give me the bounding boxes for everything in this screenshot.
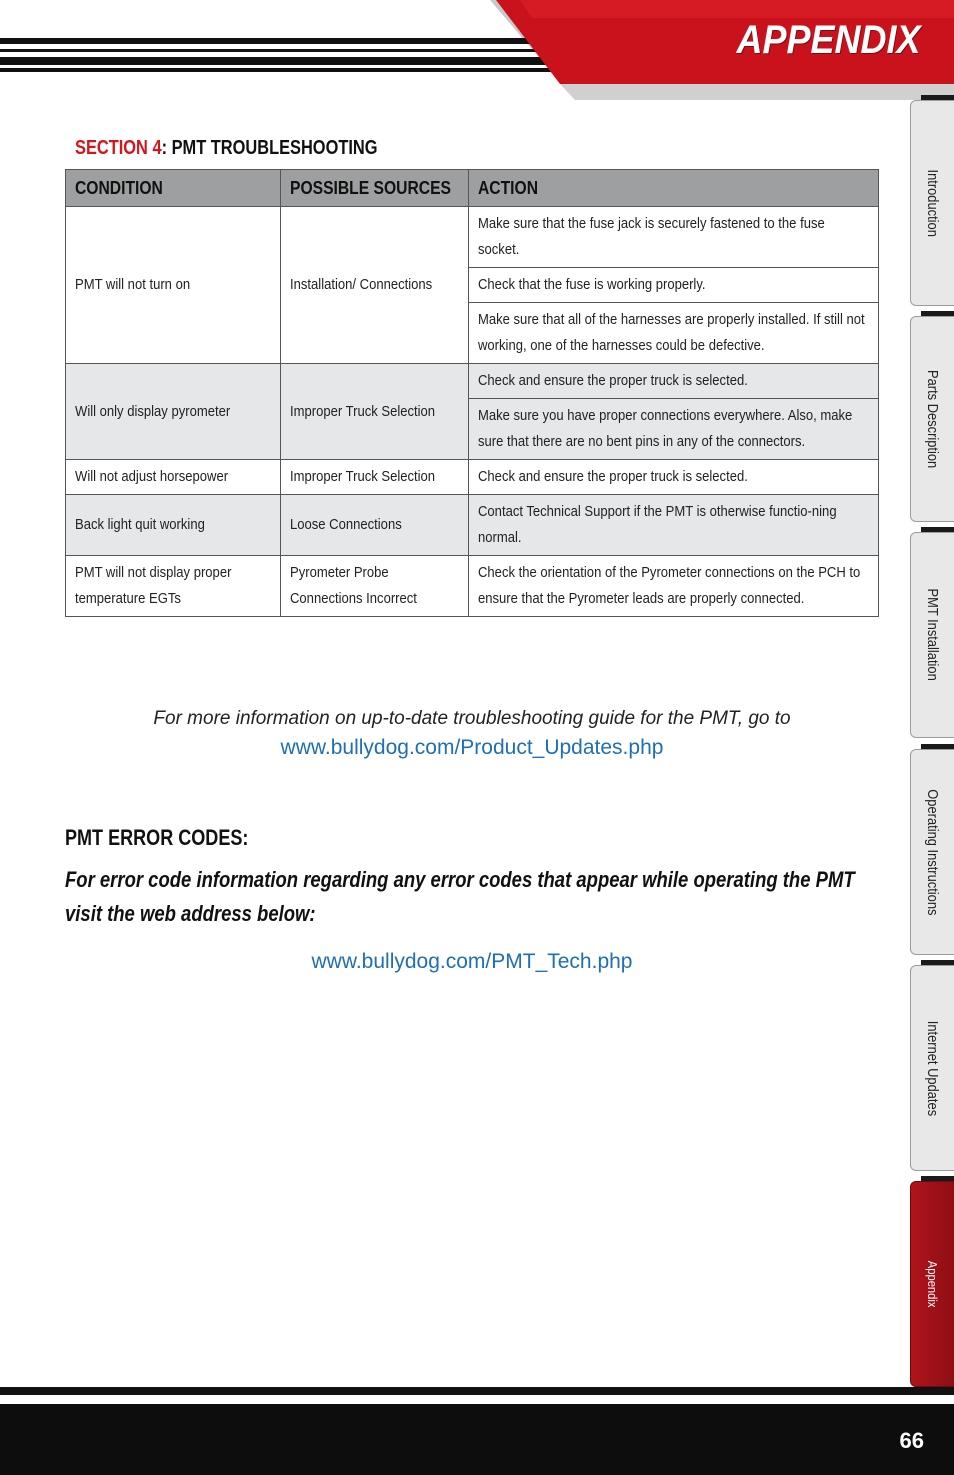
source-cell: Improper Truck Selection: [280, 460, 468, 495]
tab-label: PMT Installation: [924, 588, 941, 682]
source-cell: Pyrometer Probe Connections Incorrect: [280, 556, 468, 617]
source-cell: Loose Connections: [280, 495, 468, 556]
tab-label: Introduction: [924, 169, 941, 237]
section-heading: [75, 137, 378, 160]
action-cell: Check and ensure the proper truck is selected.: [468, 460, 878, 495]
section-title: : PMT TROUBLESHOOTING: [161, 137, 378, 159]
action-cell: Make sure you have proper connections everywhere. Also, make sure that there are no bent pins in any of the connectors.: [468, 399, 878, 460]
pmt-tech-link[interactable]: www.bullydog.com/PMT_Tech.php: [311, 950, 633, 973]
table-row: [66, 460, 879, 495]
action-cell: Check that the fuse is working properly.: [468, 268, 878, 303]
tab-label: Parts Description: [924, 369, 941, 469]
condition-cell: PMT will not display proper temperature EGTs: [66, 556, 281, 617]
tab-parts-description[interactable]: [910, 316, 954, 522]
table-row: [66, 556, 879, 617]
tab-label: Operating Instructions: [924, 788, 941, 916]
footer-bar: [0, 1404, 954, 1475]
action-cell: Contact Technical Support if the PMT is otherwise functio-ning normal.: [468, 495, 878, 556]
column-header-condition: CONDITION: [66, 170, 281, 207]
action-cell: Make sure that the fuse jack is securely fastened to the fuse socket.: [468, 207, 878, 268]
error-codes-text: For error code information regarding any error codes that appear while operating the PMT visit the web address below:: [65, 867, 855, 926]
action-cell: Check the orientation of the Pyrometer connections on the PCH to ensure that the Pyrometer leads are properly connected.: [468, 556, 878, 617]
condition-cell: Back light quit working: [66, 495, 281, 556]
footer-rule: [0, 1387, 954, 1395]
action-cell: Make sure that all of the harnesses are properly installed. If still not working, one of the harnesses could be defective.: [468, 303, 878, 364]
tab-label: Internet Updates: [924, 1020, 941, 1116]
section-number: SECTION 4: [75, 137, 162, 159]
condition-cell: Will only display pyrometer: [66, 364, 281, 460]
table-row: [66, 364, 879, 399]
source-cell: Improper Truck Selection: [280, 364, 468, 460]
page-number: 66: [899, 1428, 924, 1453]
condition-cell: Will not adjust horsepower: [66, 460, 281, 495]
troubleshooting-table: [65, 169, 879, 617]
source-cell: Installation/ Connections: [280, 207, 468, 364]
tab-appendix[interactable]: [910, 1181, 954, 1387]
page-section-title: APPENDIX: [735, 18, 920, 62]
tab-operating-instructions[interactable]: [910, 749, 954, 955]
chapter-tabs: [910, 98, 954, 1390]
table-row: [66, 495, 879, 556]
product-updates-link[interactable]: www.bullydog.com/Product_Updates.php: [280, 736, 664, 759]
tab-introduction[interactable]: [910, 100, 954, 306]
more-info-text: For more information on up-to-date troubleshooting guide for the PMT, go to: [153, 708, 791, 729]
column-header-action: ACTION: [468, 170, 878, 207]
table-row: [66, 207, 879, 268]
table-header-row: [66, 170, 879, 207]
action-cell: Check and ensure the proper truck is selected.: [468, 364, 878, 399]
column-header-sources: POSSIBLE SOURCES: [280, 170, 468, 207]
tab-internet-updates[interactable]: [910, 965, 954, 1171]
condition-cell: PMT will not turn on: [66, 207, 281, 364]
tab-label: Appendix: [925, 1260, 940, 1308]
tab-pmt-installation[interactable]: [910, 532, 954, 738]
error-codes-heading: PMT ERROR CODES:: [65, 825, 249, 850]
